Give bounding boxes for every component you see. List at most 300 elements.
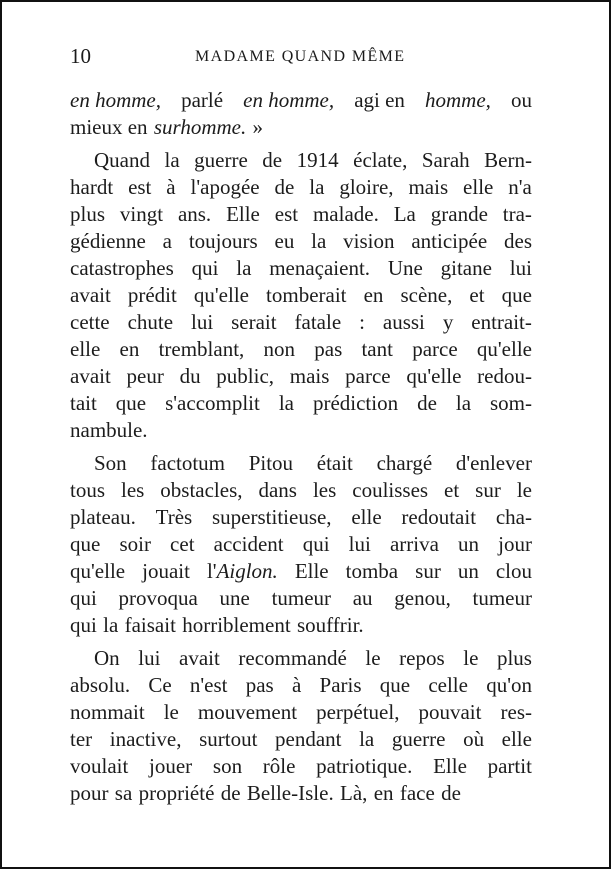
word-group — [70, 201, 105, 228]
text-line — [70, 531, 532, 558]
word: mouvement — [197, 700, 298, 724]
word: mieux en — [70, 115, 148, 139]
word: qui — [70, 613, 97, 637]
word-group — [258, 477, 297, 504]
word-group — [116, 390, 146, 417]
word-group — [191, 309, 213, 336]
text-line — [70, 255, 532, 282]
word-group — [266, 282, 346, 309]
word: tumeur — [271, 586, 332, 610]
word-group — [508, 174, 532, 201]
word: perpétuel, — [316, 700, 400, 724]
text-line — [70, 726, 532, 753]
word-group — [364, 282, 384, 309]
word: les — [312, 478, 337, 502]
word: mais — [289, 364, 330, 388]
word: que — [70, 532, 101, 556]
word: un — [457, 559, 479, 583]
word-group — [504, 228, 532, 255]
word: eu — [274, 229, 295, 253]
word: cha- — [495, 505, 532, 529]
text-line — [70, 645, 532, 672]
word: n'a — [508, 175, 532, 199]
word-group — [501, 699, 532, 726]
word-group — [156, 504, 193, 531]
word-group — [346, 558, 399, 585]
word: lui — [191, 310, 214, 334]
word-group — [275, 726, 341, 753]
word: nambule. — [70, 418, 148, 442]
word-group — [70, 309, 110, 336]
word: lui — [138, 646, 161, 670]
word: voulait — [70, 754, 129, 778]
word-group — [166, 174, 175, 201]
word: provoqua — [118, 586, 198, 610]
word-group — [463, 174, 493, 201]
word: grande — [430, 202, 488, 226]
word: que — [115, 391, 147, 415]
word-group — [359, 726, 374, 753]
word: non — [263, 337, 296, 361]
word-group — [417, 390, 437, 417]
word-group — [441, 780, 461, 807]
word-group — [458, 531, 479, 558]
word: est — [128, 175, 152, 199]
word: au — [352, 586, 373, 610]
word-group — [70, 336, 100, 363]
word: lui — [509, 256, 532, 280]
word: accident — [213, 532, 284, 556]
word: l' — [206, 559, 217, 583]
word: partit — [487, 754, 532, 778]
word-group — [159, 336, 245, 363]
word-group — [275, 201, 298, 228]
word: des — [504, 229, 532, 253]
word-group — [275, 228, 295, 255]
word: Aiglon. — [216, 559, 278, 583]
word: s'accomplit — [165, 391, 260, 415]
word-group — [70, 531, 100, 558]
word: sur — [475, 478, 501, 502]
word: guerre — [194, 148, 248, 172]
word: gédienne — [70, 229, 146, 253]
word-group — [70, 174, 113, 201]
word-group — [246, 672, 274, 699]
word: : — [359, 310, 365, 334]
word-group — [154, 114, 246, 141]
word: coulisses — [352, 478, 429, 502]
word-group — [353, 585, 373, 612]
word-group — [150, 450, 225, 477]
word: tant — [361, 337, 393, 361]
word: Belle-Isle. — [246, 781, 334, 805]
word: menaçaient. — [269, 256, 371, 280]
word-group — [120, 201, 163, 228]
word-group — [231, 309, 276, 336]
word-group — [484, 147, 532, 174]
word: qui — [191, 256, 219, 280]
word-group — [380, 672, 410, 699]
word-group — [292, 672, 301, 699]
word-group — [262, 147, 282, 174]
word-group — [313, 390, 398, 417]
word-group — [70, 672, 130, 699]
word-group — [456, 450, 532, 477]
word: qu'elle — [476, 337, 532, 361]
word-group — [297, 147, 339, 174]
word-group — [148, 672, 171, 699]
word: la — [103, 613, 119, 637]
word: patriotique. — [316, 754, 413, 778]
word: On — [94, 646, 120, 670]
word: ans. — [177, 202, 212, 226]
word: absolu. — [70, 673, 131, 697]
word: pas — [314, 337, 343, 361]
word-group — [192, 255, 219, 282]
text-line — [70, 174, 532, 201]
word: parce — [412, 337, 458, 361]
word-group — [213, 753, 242, 780]
word-group — [253, 114, 264, 141]
word: tomba — [345, 559, 399, 583]
word: pour — [70, 781, 109, 805]
word-group — [190, 672, 228, 699]
word-group — [433, 753, 467, 780]
word: qui — [70, 586, 97, 610]
word-group — [496, 558, 532, 585]
word-group — [198, 699, 297, 726]
text-line — [70, 282, 532, 309]
word-group — [388, 255, 423, 282]
word: la — [164, 148, 180, 172]
word-group — [313, 477, 336, 504]
word-group — [411, 228, 487, 255]
word: ou — [510, 88, 532, 112]
word: qu'elle — [70, 559, 126, 583]
word: agi en — [354, 88, 405, 112]
word-group — [340, 780, 367, 807]
word: fatale — [294, 310, 342, 334]
word-group — [70, 726, 92, 753]
word: Une — [387, 256, 423, 280]
word-group — [399, 645, 445, 672]
word: prédiction — [312, 391, 399, 415]
word-group — [394, 201, 416, 228]
word: face — [399, 781, 435, 805]
word: res- — [500, 700, 532, 724]
word: » — [252, 115, 264, 139]
word: que — [379, 673, 411, 697]
word: La — [393, 202, 416, 226]
word: l'apogée — [190, 175, 260, 199]
text-line — [70, 780, 532, 807]
word: jouer — [149, 754, 193, 778]
word-group — [497, 645, 532, 672]
word-group — [490, 390, 532, 417]
word-group — [70, 114, 148, 141]
word: Elle — [294, 559, 329, 583]
word-group — [343, 228, 394, 255]
word-group — [510, 255, 532, 282]
word-group — [354, 87, 405, 114]
word-group — [502, 726, 532, 753]
word: Bern- — [484, 148, 532, 172]
text-line — [70, 558, 532, 585]
word-group — [128, 174, 151, 201]
word-group — [70, 390, 97, 417]
word-group — [139, 780, 215, 807]
word: à — [166, 175, 176, 199]
word-group — [163, 228, 172, 255]
body-text — [70, 87, 532, 807]
word: qui — [302, 532, 330, 556]
word-group — [477, 336, 532, 363]
word: toujours — [188, 229, 258, 253]
word: Pitou — [248, 451, 294, 475]
word-group — [238, 645, 346, 672]
word: cette — [70, 310, 110, 334]
word: Quand — [94, 148, 150, 172]
word: soir — [119, 532, 151, 556]
word-group — [441, 255, 492, 282]
word: public, — [216, 364, 275, 388]
word: cet — [170, 532, 195, 556]
word: parce — [345, 364, 391, 388]
word: genou, — [394, 586, 451, 610]
word: la — [309, 175, 325, 199]
word: chute — [127, 310, 174, 334]
word-group — [94, 450, 127, 477]
word: de — [220, 781, 241, 805]
word-group — [226, 201, 260, 228]
word: était — [316, 451, 353, 475]
word-group — [70, 753, 128, 780]
word-group — [70, 87, 161, 114]
word-group — [309, 174, 324, 201]
word: prédit — [127, 283, 177, 307]
word: le — [163, 700, 179, 724]
word-group — [103, 612, 118, 639]
word-group — [353, 147, 407, 174]
word-group — [406, 363, 461, 390]
word-group — [138, 645, 160, 672]
word-group — [70, 699, 145, 726]
text-line — [70, 309, 532, 336]
word: tremblant, — [158, 337, 245, 361]
text-line — [70, 612, 532, 639]
paragraph — [70, 147, 532, 444]
text-line — [70, 201, 532, 228]
word: entrait- — [471, 310, 532, 334]
word: Sarah — [421, 148, 470, 172]
word: avait — [179, 646, 220, 670]
word-group — [290, 363, 330, 390]
word: dans — [258, 478, 297, 502]
word: 1914 — [296, 148, 339, 172]
word: une — [219, 586, 250, 610]
word: nommait — [70, 700, 145, 724]
word: Son — [94, 451, 127, 475]
word-group — [70, 255, 174, 282]
word: parlé — [181, 88, 224, 112]
paragraph — [70, 450, 532, 639]
word-group — [496, 504, 532, 531]
word-group — [498, 531, 532, 558]
word-group — [317, 450, 353, 477]
word-group — [400, 282, 452, 309]
word-group — [70, 504, 136, 531]
text-line — [70, 336, 532, 363]
word: mais — [408, 175, 449, 199]
word-group — [390, 531, 439, 558]
word: de — [274, 175, 295, 199]
word-group — [70, 363, 111, 390]
word-group — [475, 477, 501, 504]
word: pouvait — [418, 700, 482, 724]
word: la — [236, 256, 252, 280]
word-group — [120, 336, 140, 363]
word: aussi — [382, 310, 425, 334]
word: surtout — [199, 727, 258, 751]
word-group — [275, 174, 295, 201]
word-group — [207, 558, 278, 585]
word: rôle — [262, 754, 296, 778]
word-group — [70, 282, 111, 309]
word: chargé — [376, 451, 433, 475]
word-group — [214, 531, 284, 558]
word-group — [401, 504, 476, 531]
word-group — [191, 174, 260, 201]
word-group — [199, 726, 257, 753]
word-group — [488, 753, 532, 780]
word-group — [164, 699, 179, 726]
word: en — [363, 283, 384, 307]
text-line — [70, 363, 532, 390]
word: superstitieuse, — [212, 505, 332, 529]
word-group — [220, 585, 250, 612]
text-line — [70, 147, 532, 174]
word-group — [473, 585, 532, 612]
word: plus — [70, 202, 106, 226]
word-group — [194, 147, 248, 174]
word-group — [422, 147, 470, 174]
word-group — [352, 477, 428, 504]
word: tait — [70, 391, 97, 415]
word: hardt — [70, 175, 114, 199]
word: Elle — [226, 202, 260, 226]
word-group — [216, 363, 274, 390]
word: pas — [245, 673, 274, 697]
word-group — [314, 336, 342, 363]
word: jouait — [142, 559, 190, 583]
word-group — [408, 174, 448, 201]
text-line — [70, 87, 532, 114]
word-group — [189, 228, 258, 255]
text-line — [70, 417, 532, 444]
word-group — [463, 726, 484, 753]
word: vingt — [119, 202, 164, 226]
word-group — [128, 282, 177, 309]
word-group — [320, 672, 362, 699]
word-group — [377, 450, 433, 477]
word-group — [165, 390, 260, 417]
word-group — [316, 753, 412, 780]
word: malade. — [312, 202, 379, 226]
text-line — [70, 504, 532, 531]
text-line — [70, 672, 532, 699]
word-group — [418, 699, 481, 726]
word: qu'elle — [406, 364, 462, 388]
word-group — [374, 780, 394, 807]
word-group — [392, 726, 446, 753]
word: inactive, — [109, 727, 182, 751]
word: tra- — [502, 202, 532, 226]
word-group — [121, 477, 144, 504]
word: sur — [415, 559, 441, 583]
word: peur — [126, 364, 164, 388]
word-group — [339, 174, 393, 201]
word-group — [428, 672, 468, 699]
word-group — [182, 612, 290, 639]
word: la — [359, 727, 375, 751]
paragraph — [70, 645, 532, 807]
word-group — [361, 336, 393, 363]
word-group — [359, 309, 365, 336]
word: plus — [496, 646, 532, 670]
word: anticipée — [411, 229, 488, 253]
word: du — [179, 364, 201, 388]
word-group — [502, 282, 532, 309]
word: et — [444, 478, 460, 502]
word: redou- — [477, 364, 532, 388]
word: guerre — [391, 727, 446, 751]
word-group — [263, 753, 296, 780]
text-line — [70, 114, 532, 141]
word-group — [295, 558, 329, 585]
word: recommandé — [238, 646, 347, 670]
word-group — [115, 780, 133, 807]
word-group — [458, 558, 479, 585]
word: éclate, — [353, 148, 408, 172]
word: pendant — [275, 727, 342, 751]
word-group — [349, 531, 371, 558]
word: tomberait — [266, 283, 347, 307]
word: la — [455, 391, 472, 415]
word: la — [311, 229, 327, 253]
word-group — [469, 282, 484, 309]
word-group — [365, 645, 380, 672]
word-group — [70, 780, 109, 807]
word-group — [94, 147, 150, 174]
text-line — [70, 450, 532, 477]
word-group — [249, 450, 293, 477]
word-group — [149, 753, 192, 780]
word: homme, — [425, 88, 491, 112]
word: est — [274, 202, 299, 226]
word: souffrir. — [296, 613, 364, 637]
word: le — [516, 478, 532, 502]
word: avait — [70, 364, 111, 388]
text-line — [70, 390, 532, 417]
word: gitane — [440, 256, 492, 280]
word-group — [181, 87, 223, 114]
word-group — [351, 504, 381, 531]
word-group — [471, 309, 532, 336]
word: elle — [501, 727, 532, 751]
word: le — [365, 646, 381, 670]
word: redoutait — [401, 505, 477, 529]
word: obstacles, — [160, 478, 243, 502]
